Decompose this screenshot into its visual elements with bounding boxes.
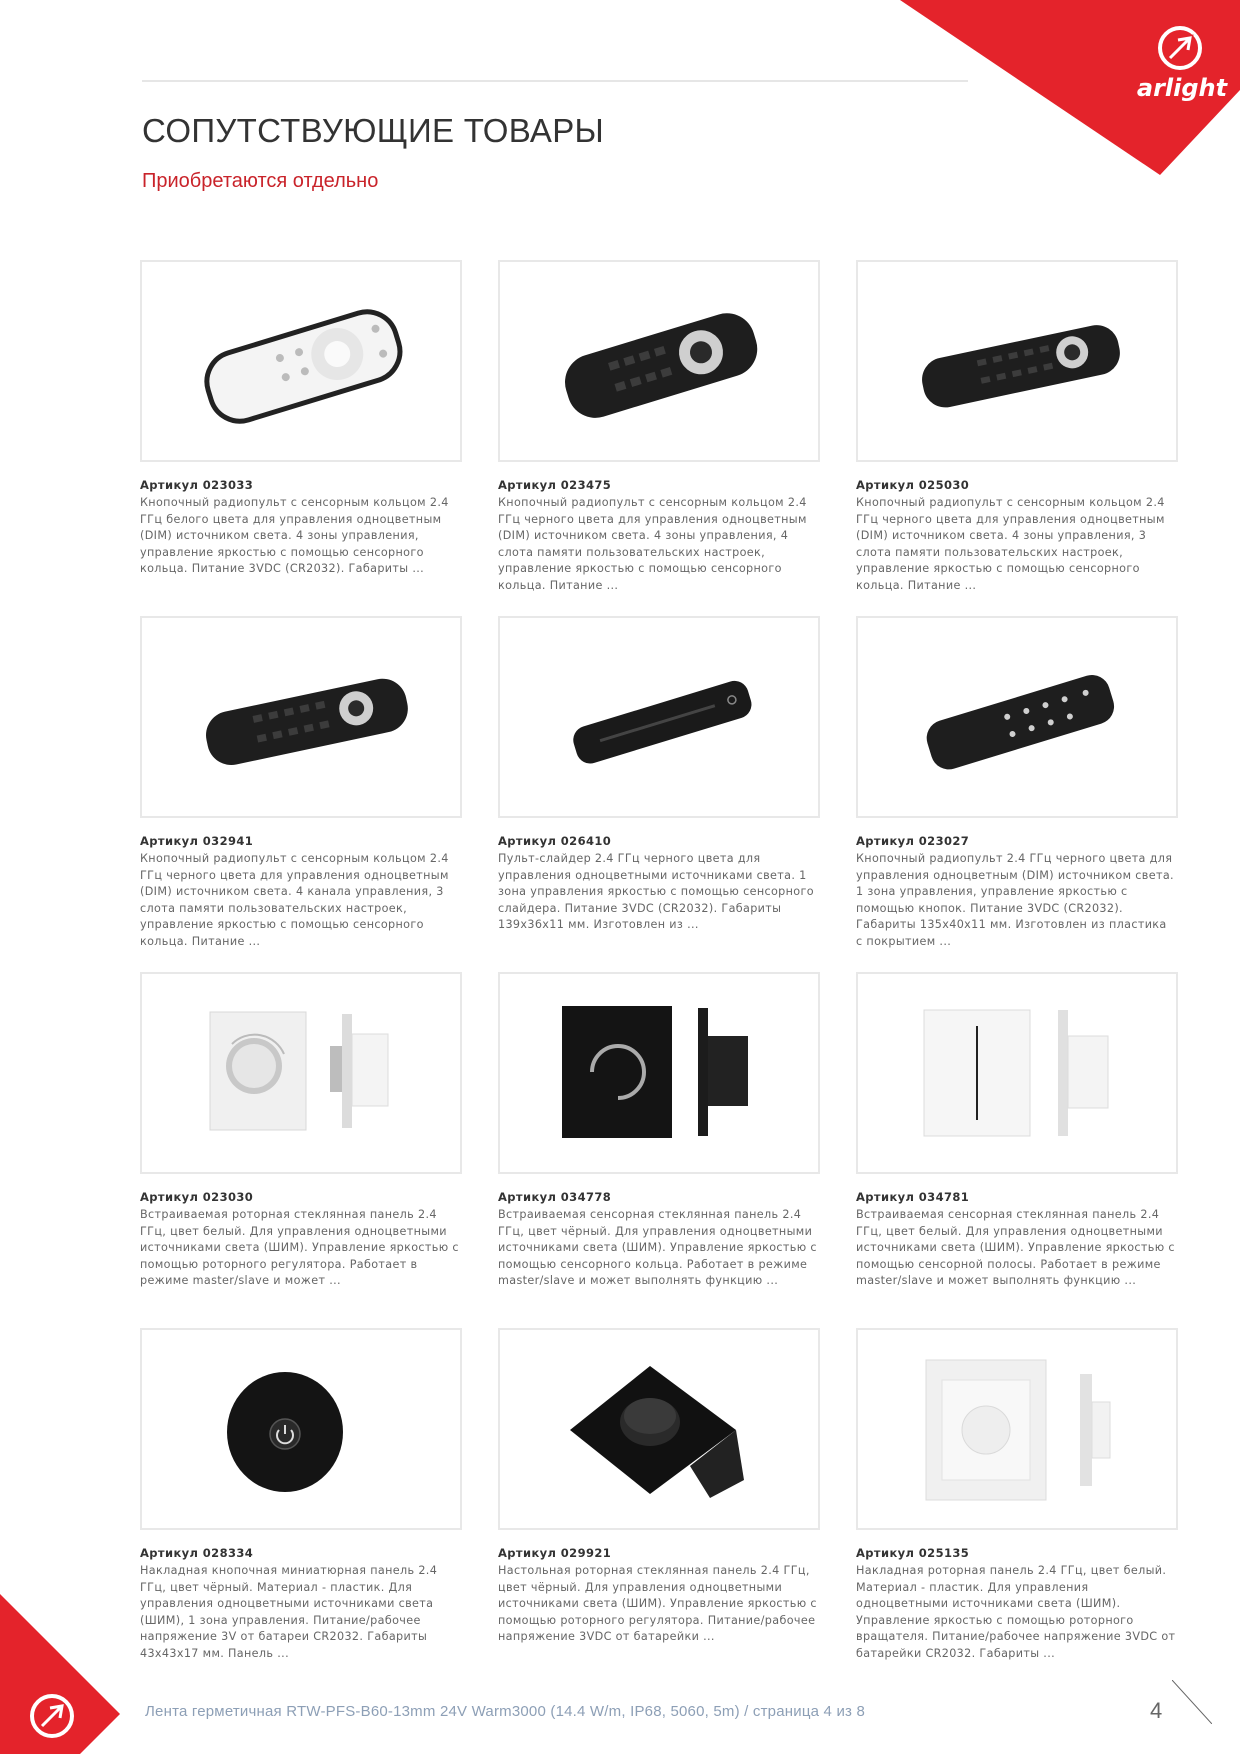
brand-wordmark: arlight	[1136, 74, 1228, 102]
brand-corner-bottom	[0, 1594, 120, 1754]
product-card[interactable]	[856, 616, 1178, 948]
product-image	[140, 260, 462, 462]
product-sku: Артикул 034781	[856, 1190, 970, 1204]
slider-remote-icon	[500, 618, 818, 816]
white-surface-rotary-icon	[858, 1330, 1176, 1528]
round-button-icon	[142, 1330, 460, 1528]
product-sku: Артикул 032941	[140, 834, 254, 848]
product-card[interactable]	[140, 616, 462, 948]
product-image	[140, 972, 462, 1174]
brand-corner-logo	[900, 0, 1240, 175]
product-sku: Артикул 023033	[140, 478, 254, 492]
product-sku: Артикул 034778	[498, 1190, 612, 1204]
product-image	[856, 1328, 1178, 1530]
product-sku: Артикул 023027	[856, 834, 970, 848]
product-card[interactable]	[856, 260, 1178, 592]
product-image	[498, 260, 820, 462]
page-number: 4	[1150, 1698, 1163, 1723]
product-image	[856, 260, 1178, 462]
product-card[interactable]	[498, 260, 820, 592]
header-divider	[142, 80, 968, 82]
product-sku: Артикул 023030	[140, 1190, 254, 1204]
product-sku: Артикул 028334	[140, 1546, 254, 1560]
product-card[interactable]	[498, 616, 820, 936]
product-sku: Артикул 023475	[498, 478, 612, 492]
product-card[interactable]	[856, 972, 1178, 1292]
black-remote-icon	[142, 618, 460, 816]
product-description: Встраиваемая сенсорная стеклянная панель 2.4 ГГц, цвет чёрный. Для управления одноцветными источниками света (ШИМ). Управление яркостью с помощью сенсорного кольца. Работает в режиме master/slave и может выполнять функцию ...	[498, 1208, 817, 1288]
product-grid	[140, 260, 1184, 1660]
product-card[interactable]	[856, 1328, 1178, 1660]
product-description: Накладная кнопочная миниатюрная панель 2.4 ГГц, цвет чёрный. Материал - пластик. Для управления одноцветными источниками света (ШИМ), 1 зона управления. Питание/рабочее напряжение 3V от батареи CR2032. Габариты 43x43x17 мм. Панель ...	[140, 1564, 438, 1660]
white-remote-icon	[142, 262, 460, 460]
product-card[interactable]	[140, 1328, 462, 1660]
product-image	[856, 972, 1178, 1174]
black-touch-panel-icon	[500, 974, 818, 1172]
product-description: Кнопочный радиопульт с сенсорным кольцом 2.4 ГГц черного цвета для управления одноцветным (DIM) источником света. 4 зоны управления, 4 слота памяти пользовательских настроек, управление яркостью с помощью сенсорного кольца. Питание ...	[498, 496, 807, 592]
product-description: Встраиваемая сенсорная стеклянная панель 2.4 ГГц, цвет белый. Для управления одноцветными источниками света (ШИМ). Управление яркостью с помощью сенсорной полосы. Работает в режиме master/slave и может выполнять функцию ...	[856, 1208, 1175, 1288]
product-description: Кнопочный радиопульт 2.4 ГГц черного цвета для управления одноцветным (DIM) источником света. 1 зона управления, управление яркостью с помощью кнопок. Питание 3VDC (CR2032). Габариты 135x40x11 мм. Изготовлен из пластика с покрытием ...	[856, 852, 1174, 948]
product-description: Кнопочный радиопульт с сенсорным кольцом 2.4 ГГц черного цвета для управления одноцветным (DIM) источником света. 4 канала управления, 3 слота памяти пользовательских настроек, управление яркостью с помощью сенсорного кольца. Питание ...	[140, 852, 449, 948]
product-card[interactable]	[140, 260, 462, 580]
product-image	[140, 1328, 462, 1530]
product-card[interactable]	[140, 972, 462, 1292]
product-card[interactable]	[498, 972, 820, 1292]
product-description: Накладная роторная панель 2.4 ГГц, цвет белый. Материал - пластик. Для управления одноцветными источниками света (ШИМ). Управление яркостью с помощью роторного вращателя. Питание/рабочее напряжение 3VDC от батарейки CR2032. Габариты ...	[856, 1564, 1176, 1660]
white-rotary-panel-icon	[142, 974, 460, 1172]
product-image	[140, 616, 462, 818]
black-remote-icon	[858, 618, 1176, 816]
product-description: Встраиваемая роторная стеклянная панель 2.4 ГГц, цвет белый. Для управления одноцветными источниками света (ШИМ). Управление яркостью с помощью роторного регулятора. Работает в режиме master/slave и может ...	[140, 1208, 459, 1288]
product-description: Кнопочный радиопульт с сенсорным кольцом 2.4 ГГц белого цвета для управления одноцветным (DIM) источником света. 4 зоны управления, управление яркостью с помощью сенсорного кольца. Питание 3VDC (CR2032). Габариты ...	[140, 496, 449, 576]
product-sku: Артикул 029921	[498, 1546, 612, 1560]
black-remote-icon	[500, 262, 818, 460]
product-image	[498, 616, 820, 818]
product-image	[856, 616, 1178, 818]
product-image	[498, 1328, 820, 1530]
product-description: Кнопочный радиопульт с сенсорным кольцом 2.4 ГГц черного цвета для управления одноцветным (DIM) источником света. 4 зоны управления, 3 слота памяти пользовательских настроек, управление яркостью с помощью сенсорного кольца. Питание ...	[856, 496, 1165, 592]
product-sku: Артикул 025135	[856, 1546, 970, 1560]
black-remote-icon	[858, 262, 1176, 460]
product-sku: Артикул 026410	[498, 834, 612, 848]
product-card[interactable]	[498, 1328, 820, 1648]
page-subtitle: Приобретаются отдельно	[142, 170, 379, 192]
product-image	[498, 972, 820, 1174]
product-sku: Артикул 025030	[856, 478, 970, 492]
page-title: СОПУТСТВУЮЩИЕ ТОВАРЫ	[142, 112, 605, 149]
desk-rotary-panel-icon	[500, 1330, 818, 1528]
product-description: Настольная роторная стеклянная панель 2.4 ГГц, цвет чёрный. Для управления одноцветными источниками света (ШИМ). Управление яркостью с помощью роторного регулятора. Питание/рабочее напряжение 3VDC от батарейки ...	[498, 1564, 817, 1644]
white-touch-panel-icon	[858, 974, 1176, 1172]
footer-text: Лента герметичная RTW-PFS-B60-13mm 24V Warm3000 (14.4 W/m, IP68, 5060, 5m) / страница 4 из 8	[145, 1703, 866, 1720]
page-corner-line	[1172, 1680, 1212, 1724]
product-description: Пульт-слайдер 2.4 ГГц черного цвета для управления одноцветными источниками света. 1 зона управления яркостью с помощью сенсорного слайдера. Питание 3VDC (CR2032). Габариты 139x36x11 мм. Изготовлен из ...	[498, 852, 814, 932]
